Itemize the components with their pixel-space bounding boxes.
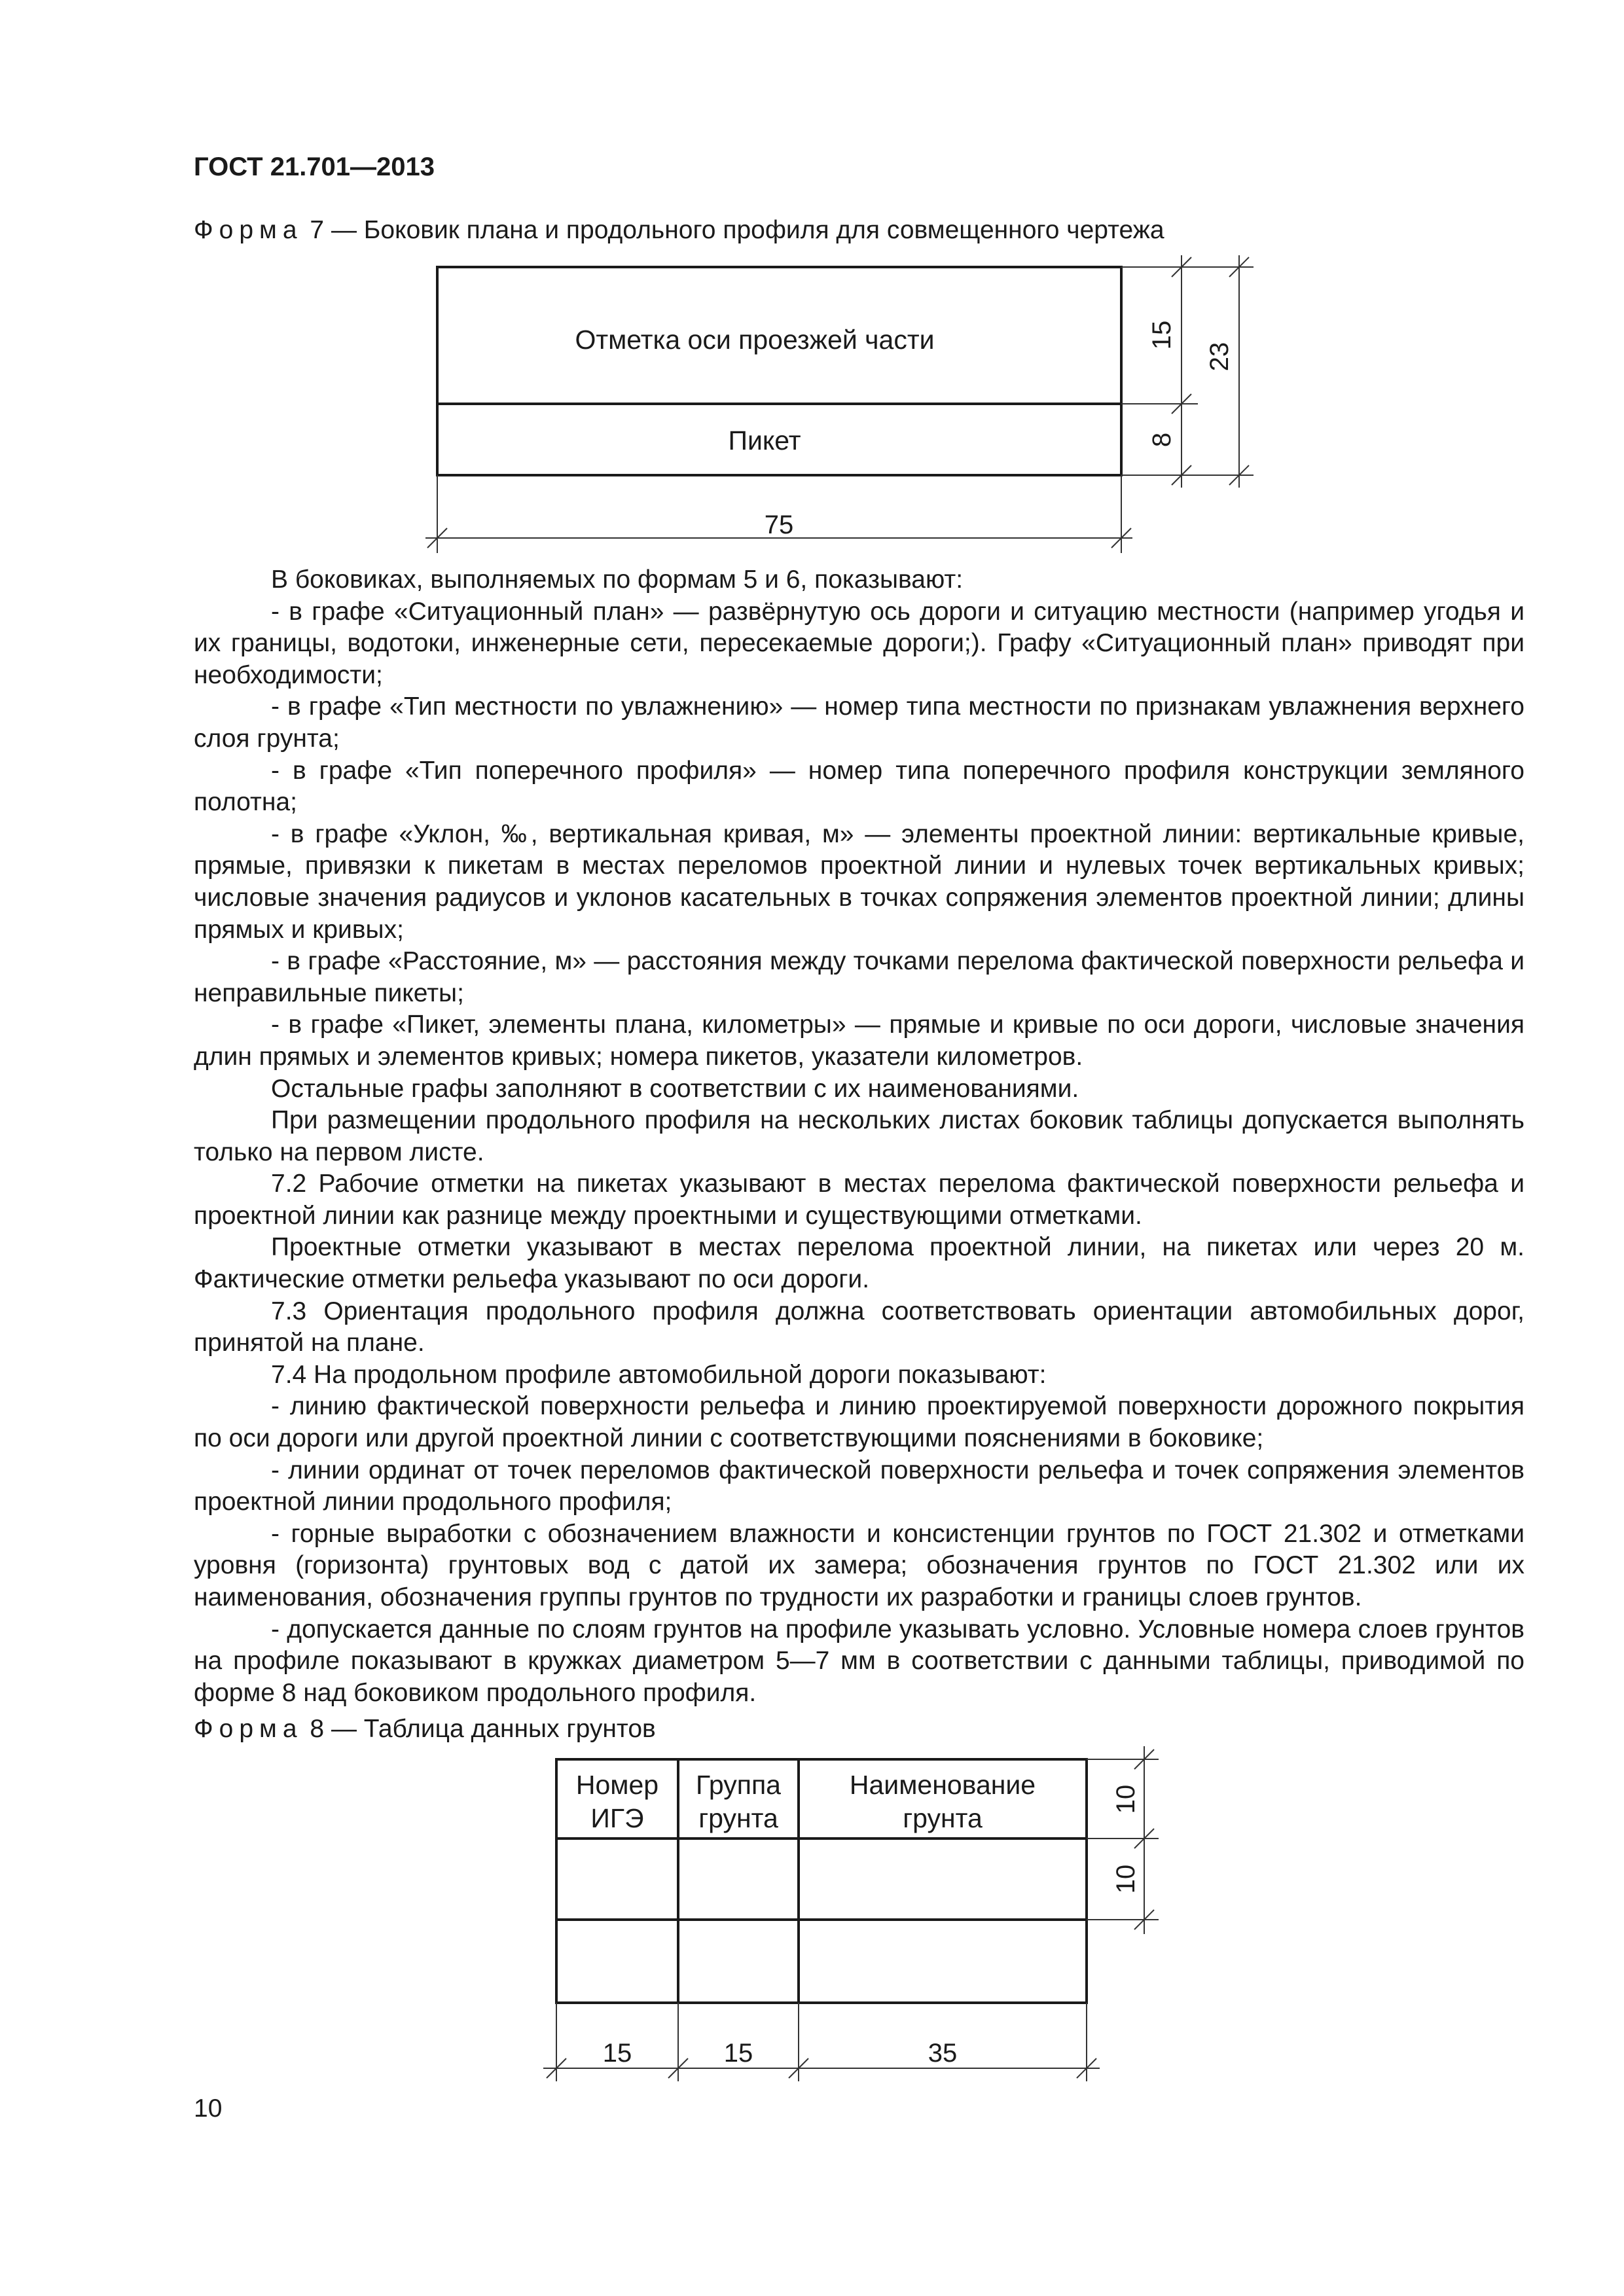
form8-col2-header-line1: Группа <box>696 1770 781 1800</box>
form8-number: 8 <box>310 1715 325 1743</box>
form8-dim-col1: 15 <box>602 2039 632 2068</box>
form8-col1-header-line2: ИГЭ <box>590 1803 644 1833</box>
paragraph: - горные выработки с обозначением влажности и консистенции грунтов по ГОСТ 21.302 и отметками уровня (горизонта) грунтовых вод с датой их замера; обозначения грунтов по ГОСТ 21.302 или их наименования, обозначения группы грунтов по трудности их разработки и границы слоев грунтов. <box>194 1519 1525 1611</box>
form8-col3-header-line1: Наименование <box>849 1770 1036 1800</box>
form7-dash: — <box>331 216 357 244</box>
form7-title: Боковик плана и продольного профиля для совмещенного чертежа <box>363 216 1164 244</box>
form8-col3-header-line2: грунта <box>903 1803 983 1833</box>
paragraph: - в графе «Ситуационный план» — развёрнутую ось дороги и ситуацию местности (например угодья и их границы, водотоки, инженерные сети, пересекаемые дороги;). Графу «Ситуационный план» приводят при необходимости; <box>194 597 1525 689</box>
form7-dim-top-height: 15 <box>1147 320 1176 350</box>
paragraph: - в графе «Уклон, ‰, вертикальная кривая, м» — элементы проектной линии: вертикальные кривые, прямые, привязки к пикетам в местах переломов проектной линии и нулевых точек вертикальных кривых; числовые значения радиусов и уклонов касательных в точках сопряжения элементов проектной линии; длины прямых и кривых; <box>194 819 1525 944</box>
paragraph: При размещении продольного профиля на нескольких листах боковик таблицы допускается выполнять только на первом листе. <box>194 1106 1525 1166</box>
paragraph: - в графе «Тип местности по увлажнению» — номер типа местности по признакам увлажнения верхнего слоя грунта; <box>194 692 1525 753</box>
form8-label: Форма <box>194 1715 303 1743</box>
form8-col2-header-line2: грунта <box>698 1803 778 1833</box>
form7-number: 7 <box>310 216 325 244</box>
document-header: ГОСТ 21.701—2013 <box>194 152 435 181</box>
form8-horizontal-dimensions <box>543 2003 1100 2081</box>
form8-title: Таблица данных грунтов <box>363 1715 656 1743</box>
paragraph: 7.3 Ориентация продольного профиля должна соответствовать ориентации автомобильных дорог, принятой на плане. <box>194 1297 1525 1357</box>
paragraph: 7.4 На продольном профиле автомобильной дороги показывают: <box>271 1360 1047 1389</box>
paragraph: - в графе «Пикет, элементы плана, километры» — прямые и кривые по оси дороги, числовые значения длин прямых и элементов кривых; номера пикетов, указатели километров. <box>194 1011 1525 1071</box>
paragraph: - в графе «Тип поперечного профиля» — номер типа поперечного профиля конструкции земляного полотна; <box>194 756 1525 817</box>
form8-col1-header-line1: Номер <box>575 1770 659 1800</box>
page-number: 10 <box>194 2094 223 2123</box>
form8-dim-row-height: 10 <box>1111 1864 1140 1894</box>
paragraph: Проектные отметки указывают в местах перелома проектной линии, на пикетах или через 20 м. Фактические отметки рельефа указывают по оси дороги. <box>194 1233 1525 1294</box>
form8-dash: — <box>331 1715 357 1743</box>
form7-row-bottom-label: Пикет <box>728 425 801 456</box>
form7-dim-width: 75 <box>764 511 794 539</box>
paragraph: Остальные графы заполняют в соответствии с их наименованиями. <box>271 1074 1079 1103</box>
form8-vertical-dimensions <box>1087 1746 1159 1934</box>
paragraph: - допускается данные по слоям грунтов на профиле указывать условно. Условные номера слоев грунтов на профиле показывают в кружках диаметром 5—7 мм в соответствии с данными таблицы, приводимой по форме 8 над боковиком продольного профиля. <box>194 1615 1525 1707</box>
form7-label: Форма <box>194 216 303 244</box>
paragraph: - линию фактической поверхности рельефа и линию проектируемой поверхности дорожного покрытия по оси дороги или другой проектной линии с соответствующими пояснениями в боковике; <box>194 1392 1525 1453</box>
form7-dim-bottom-height: 8 <box>1147 432 1176 448</box>
form7-row-top-label: Отметка оси проезжей части <box>575 325 935 355</box>
form7-dim-total-height: 23 <box>1205 342 1234 372</box>
form8-dim-col3: 35 <box>928 2039 958 2068</box>
form8-dim-col2: 15 <box>723 2039 753 2068</box>
paragraph: - линии ординат от точек переломов фактической поверхности рельефа и точек сопряжения элементов проектной линии продольного профиля; <box>194 1456 1525 1516</box>
form8-dim-header-height: 10 <box>1111 1784 1140 1814</box>
paragraph: В боковиках, выполняемых по формам 5 и 6, показывают: <box>271 565 964 594</box>
paragraph: - в графе «Расстояние, м» — расстояния между точками перелома фактической поверхности рельефа и неправильные пикеты; <box>194 947 1525 1007</box>
paragraph: 7.2 Рабочие отметки на пикетах указывают в местах перелома фактической поверхности рельефа и проектной линии как разнице между проектными и существующими отметками. <box>194 1170 1525 1230</box>
